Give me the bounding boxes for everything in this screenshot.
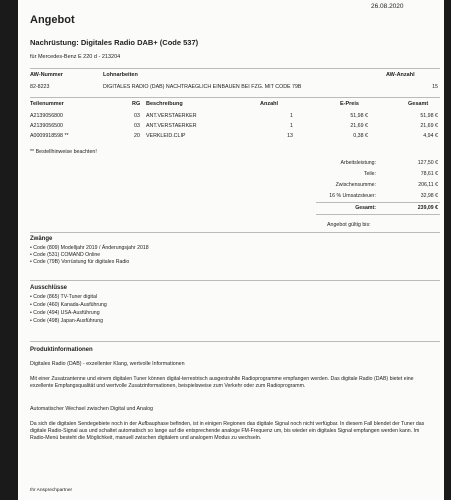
list-item: • Code (494) USA-Ausführung: [30, 310, 100, 316]
summary-label-total: Gesamt:: [355, 205, 376, 211]
summary-divider: [316, 214, 440, 215]
labor-header-aw-count: AW-Anzahl: [386, 72, 415, 78]
contact-person-label: Ihr Ansprechpartner: [30, 488, 73, 493]
table-row-unit-price: 21,69 €: [350, 123, 368, 129]
summary-value-parts: 78,61 €: [420, 171, 438, 177]
table-row-total: 4,94 €: [423, 133, 438, 139]
parts-header-description: Beschreibung: [146, 101, 183, 107]
table-row-total: 51,98 €: [420, 113, 438, 119]
summary-value-vat: 32,98 €: [420, 193, 438, 199]
parts-header-quantity: Anzahl: [260, 101, 279, 107]
document-date: 26.08.2020: [371, 3, 404, 10]
summary-value-subtotal: 206,11 €: [418, 182, 438, 188]
labor-aw-count: 15: [432, 84, 438, 90]
section-title-constraints: Zwänge: [30, 236, 53, 242]
summary-label-vat: 16 % Umsatzsteuer:: [329, 193, 376, 199]
product-headline: Digitales Radio (DAB) - exzellenter Klang, wertvolle Informationen: [30, 361, 185, 367]
product-subheading: Automatischer Wechsel zwischen Digital und Analog: [30, 406, 153, 412]
table-row-quantity: 1: [290, 113, 293, 119]
table-row-rg: 03: [134, 123, 140, 129]
summary-label-labor: Arbeitsleistung:: [340, 160, 376, 166]
table-row-description: ANT.VERSTAERKER: [146, 113, 197, 119]
list-item: • Code (809) Modelljahr 2019 / Änderungsjahr 2018: [30, 245, 149, 251]
labor-header-aw-number: AW-Nummer: [30, 72, 63, 78]
section-title-product-info: Produktinformationen: [30, 347, 93, 353]
table-row-unit-price: 51,98 €: [350, 113, 368, 119]
summary-label-parts: Teile:: [363, 171, 376, 177]
list-item: • Code (865) TV-Tuner digital: [30, 294, 97, 300]
product-paragraph: Da sich die digitalen Sendegebiete noch in der Aufbauphase befinden, ist in einigen Regionen das digitale Signal noch nicht verfügbar. In diesem Fall blendet der Tuner das digitale Radio-Signal aus und schaltet automatisch so lange auf die entsprechende analoge FM-Frequenz um, bis wieder ein digitales Signal empfangen werden kann. Im Radio-Menü besteht die Möglichkeit, manuell zwischen digitalem und analogem Modus zu wechseln.: [30, 421, 425, 441]
divider: [30, 280, 440, 281]
offer-document: [18, 0, 444, 500]
table-row-total: 21,69 €: [420, 123, 438, 129]
labor-aw-number: 82-8223: [30, 84, 50, 90]
order-note: ** Bestellhinweise beachten!: [30, 149, 97, 155]
vehicle-info: für Mercedes-Benz E 220 d - 213204: [30, 54, 121, 60]
table-row-unit-price: 0,38 €: [353, 133, 368, 139]
parts-header-part-number: Teilenummer: [30, 101, 64, 107]
summary-value-labor: 127,50 €: [417, 160, 438, 166]
labor-description: DIGITALES RADIO (DAB) NACHTRAEGLICH EINBAUEN BEI FZG. MIT CODE 79B: [103, 84, 302, 90]
summary-label-subtotal: Zwischensumme:: [335, 182, 376, 188]
divider: [30, 97, 440, 98]
offer-validity: Angebot gültig bis:: [327, 222, 371, 228]
summary-divider: [316, 202, 440, 203]
table-row-quantity: 13: [287, 133, 293, 139]
list-item: • Code (498) Japan-Ausführung: [30, 318, 104, 324]
table-row-quantity: 1: [290, 123, 293, 129]
parts-header-unit-price: E-Preis: [340, 101, 359, 107]
labor-header-work: Lohnarbeiten: [103, 72, 138, 78]
document-subtitle: Nachrüstung: Digitales Radio DAB+ (Code 537): [30, 38, 199, 47]
divider: [30, 341, 440, 342]
table-row-rg: 03: [134, 113, 140, 119]
divider: [30, 68, 440, 69]
table-row-part-number: A2139056500: [30, 123, 63, 129]
list-item: • Code (460) Kanada-Ausführung: [30, 302, 107, 308]
parts-header-total: Gesamt: [408, 101, 429, 107]
list-item: • Code (531) COMAND Online: [30, 252, 101, 258]
divider: [30, 232, 440, 233]
table-row-part-number: A2139056800: [30, 113, 63, 119]
parts-header-rg: RG: [132, 101, 141, 107]
summary-value-total: 239,09 €: [417, 205, 438, 211]
list-item: • Code (79B) Vorrüstung für digitales Radio: [30, 259, 130, 265]
table-row-part-number: A0009918598 **: [30, 133, 69, 139]
section-title-exclusions: Ausschlüsse: [30, 285, 68, 291]
table-row-rg: 20: [134, 133, 140, 139]
document-title: Angebot: [30, 14, 75, 26]
table-row-description: ANT.VERSTAERKER: [146, 123, 197, 129]
product-paragraph: Mit einer Zusatzantenne und einem digitalen Tuner können digital-terrestrisch ausgestrahlte Radioprogramme empfangen werden. Das digitale Radio (DAB) bietet eine exzellente Empfangsqualität und wertvolle Zusatzinformationen, beispielsweise zum Verkehr oder zum Radioprogramm.: [30, 376, 414, 389]
table-row-description: VERKLEID.CLIP: [146, 133, 186, 139]
